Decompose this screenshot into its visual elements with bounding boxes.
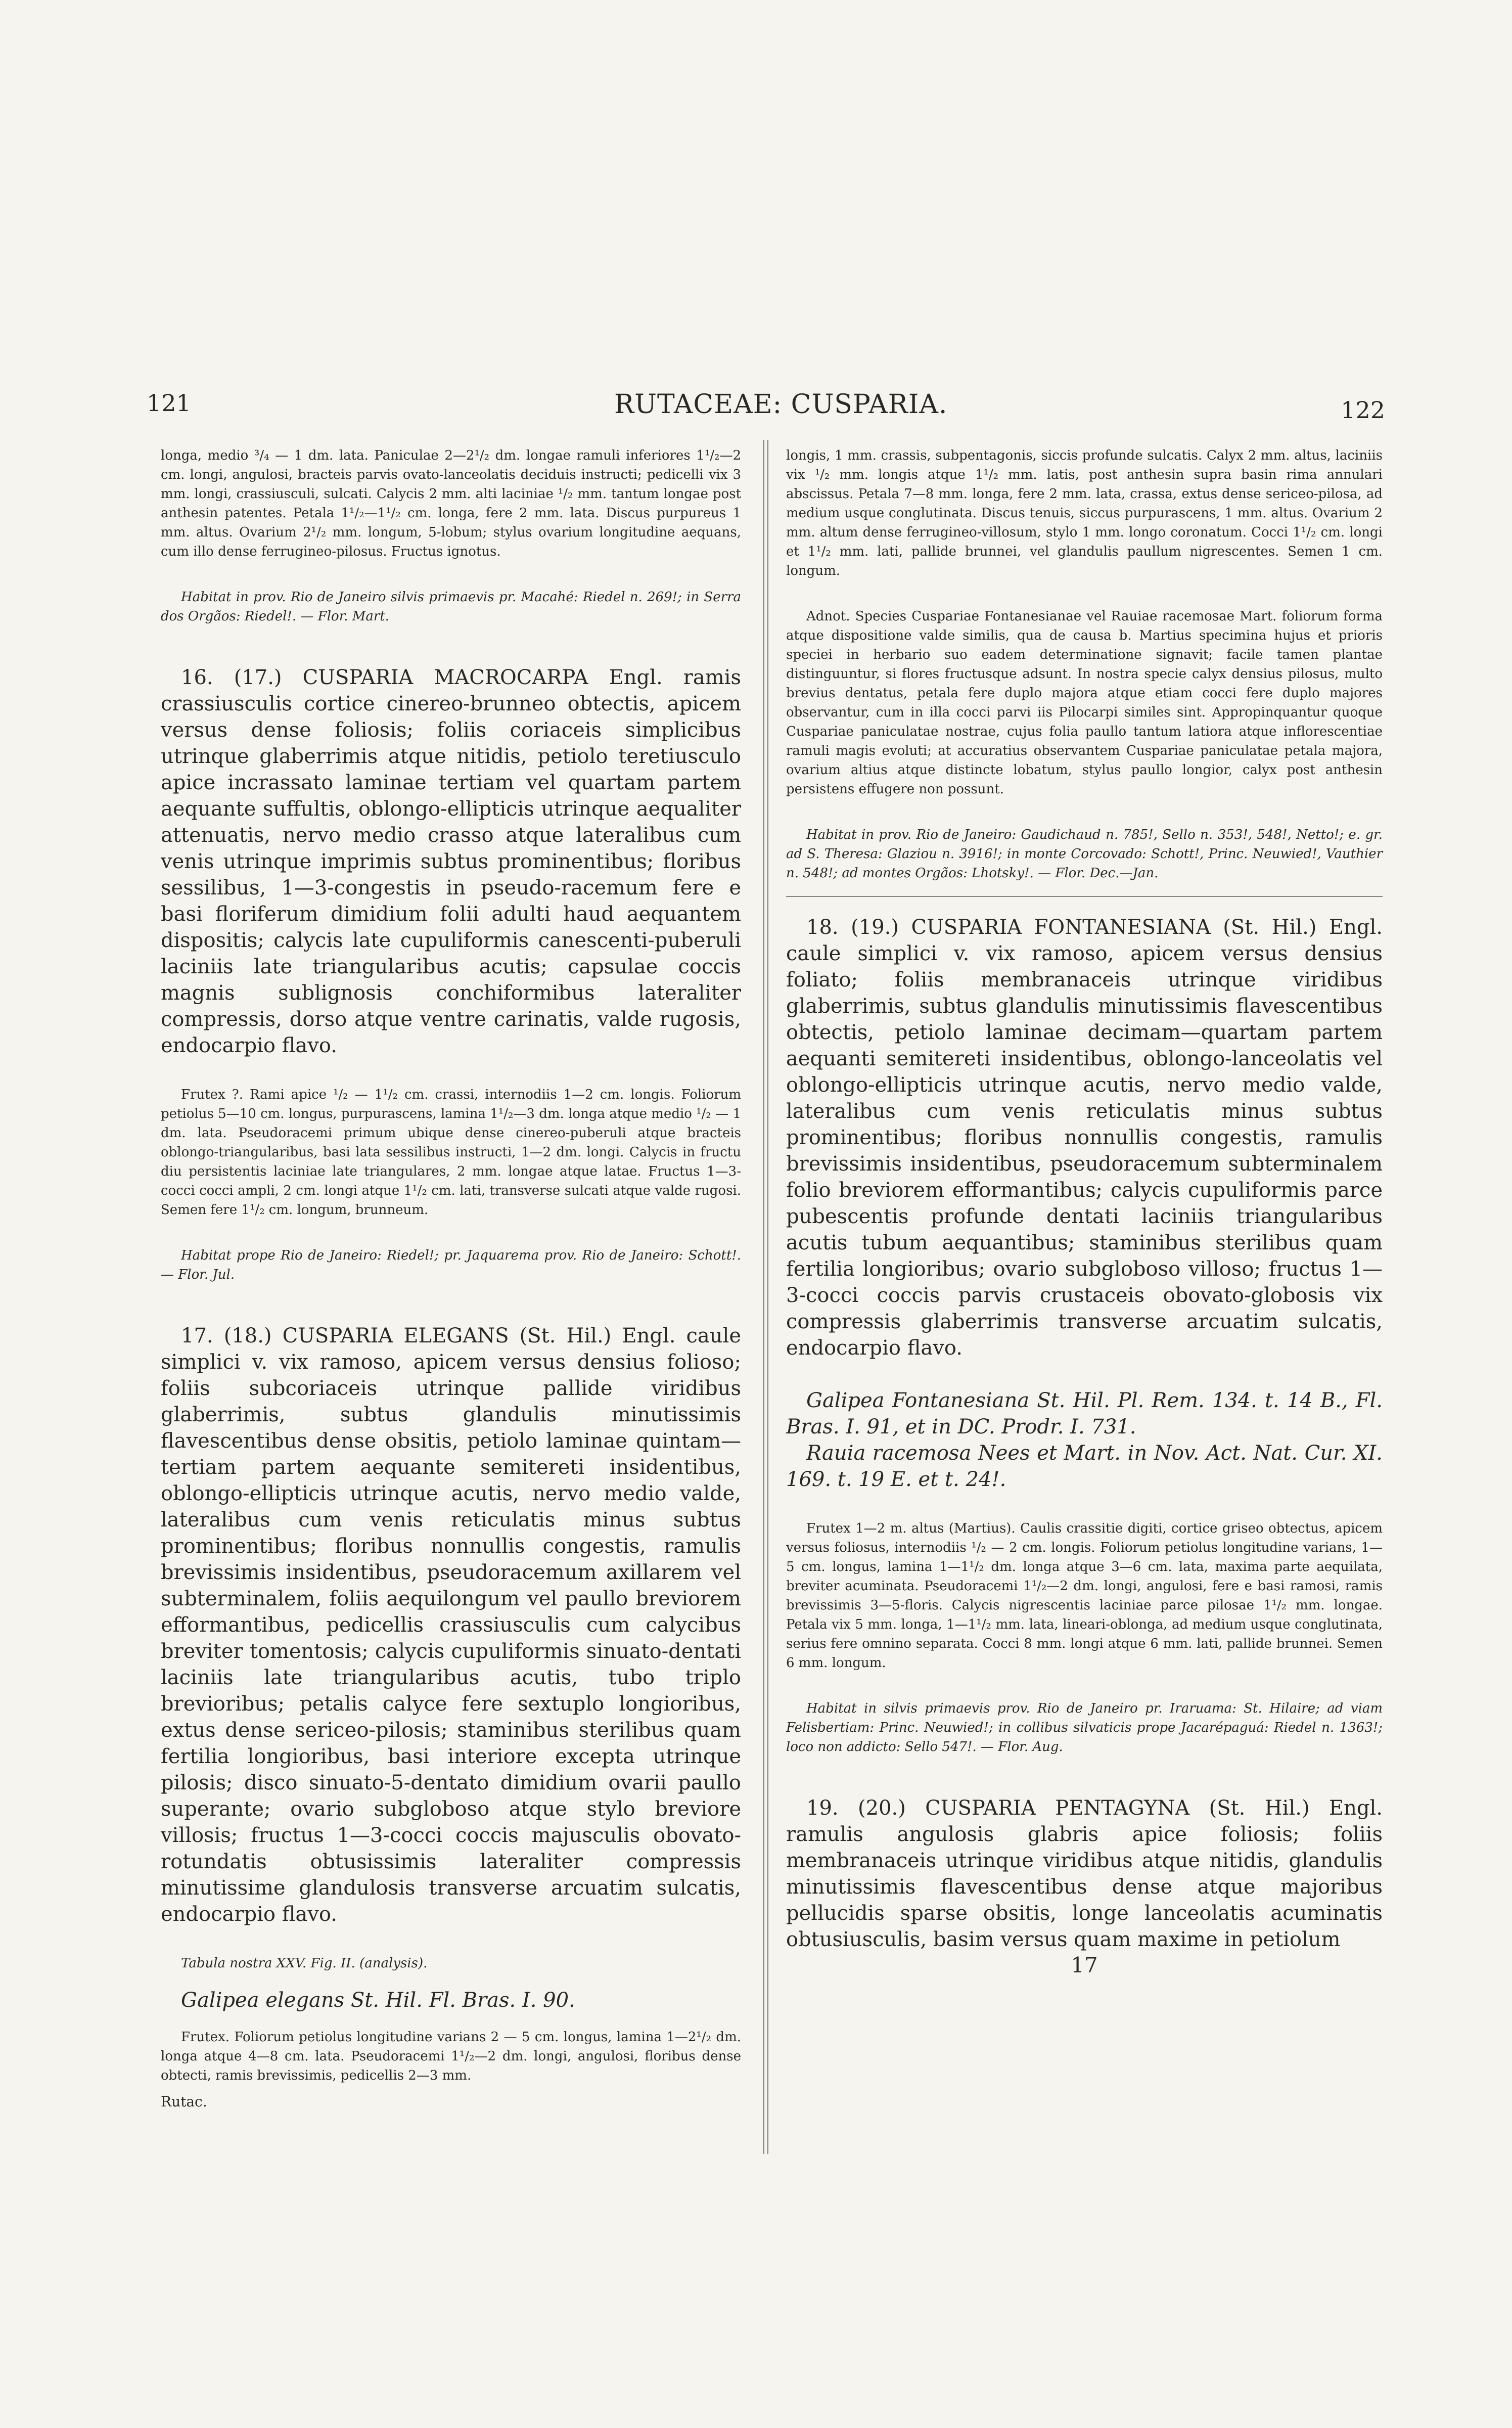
species-17-diagnosis: 17. (18.) CUSPARIA ELEGANS (St. Hil.) Engl. caule simplici v. vix ramoso, apicem versus densius folioso; foliis subcoriaceis utrinque pallide viridibus glaberrimis, subtus glandulis minutissimis flavescentibus dense obsitis, petiolo laminae quintam—tertiam partem aequante semitereti insidentibus, oblongo-ellipticis utrinque acutis, nervo medio valde, lateralibus cum venis reticulatis minus subtus prominentibus; floribus nonnullis congestis, ramulis brevissimis insidentibus, pseudoracemum axillarem vel subterminalem, foliis aequilongum vel paullo breviorem efformantibus, pedicellis crassiusculis cum calycibus breviter tomentosis; calycis cupuliformis sinuato-dentati laciniis late triangularibus acutis, tubo triplo brevioribus; petalis calyce fere sextuplo longioribus, extus dense sericeo-pilosis; staminibus sterilibus quam fertilia longioribus, basi interiore excepta utrinque pilosis; disco sinuato-5-dentato dimidium ovarii paullo superante; ovario subgloboso atque stylo breviore villosis; fructus 1—3-cocci coccis majusculis obovato-rotundatis obtusissimis lateraliter compressis minutissime glandulosis transverse arcuatim sulcatis, endocarpio flavo.	[161, 1324, 741, 1926]
running-title: RUTACEAE: CUSPARIA.	[614, 389, 948, 420]
species-18-habitat: Habitat in silvis primaevis prov. Rio de Janeiro pr. Iraruama: St. Hilaire; ad viam Felisbertiam: Princ. Neuwied!; in collibus silvaticis prope Jacarépaguá: Riedel n. 1363!; loco non addicto: Sello 547!. — Flor. Aug.	[786, 1701, 1383, 1755]
species-16-description: Frutex ?. Rami apice ¹/₂ — 1¹/₂ cm. crassi, internodiis 1—2 cm. longis. Foliorum petiolus 5—10 cm. longus, purpurascens, lamina 1¹/₂—3 dm. longa atque medio ¹/₂ — 1 dm. lata. Pseudoracemi primum ubique dense cinereo-puberuli atque bracteis oblongo-triangularibus, basi lata sessilibus instructi, 1—2 dm. longi. Calycis in fructu diu persistentis laciniae late triangulares, 2 mm. longae atque latae. Fructus 1—3-cocci cocci ampli, 2 cm. longi atque 1¹/₂ cm. lati, transverse sulcati atque valde rugosi. Semen fere 1¹/₂ cm. longum, brunneum.	[161, 1087, 741, 1218]
species-19-diagnosis: 19. (20.) CUSPARIA PENTAGYNA (St. Hil.) Engl. ramulis angulosis glabris apice foliosis; foliis membranaceis utrinque viridibus atque nitidis, glandulis minutissimis flavescentibus dense atque majoribus pellucidis sparse obsitis, longe lanceolatis acuminatis obtusiusculis, basim versus quam maxime in petiolum	[786, 1796, 1383, 1951]
species-17-synonym: Galipea elegans St. Hil. Fl. Bras. I. 90.	[181, 1989, 575, 2012]
species-18-synonym-b: Rauia racemosa Nees et Mart. in Nov. Act. Nat. Cur. XI. 169. t. 19 E. et t. 24!.	[786, 1442, 1383, 1491]
description-continued-right: longis, 1 mm. crassis, subpentagonis, siccis profunde sulcatis. Calyx 2 mm. altus, laciniis vix ¹/₂ mm. longis atque 1¹/₂ mm. latis, post anthesin supra basin rima annulari abscissus. Petala 7—8 mm. longa, fere 2 mm. lata, crassa, extus dense sericeo-pilosa, ad medium usque conglutinata. Discus tenuis, siccus purpurascens, 1 mm. altus. Ovarium 2 mm. altum dense ferrugineo-villosum, stylo 1 mm. longo coronatum. Cocci 1¹/₂ cm. longi et 1¹/₂ mm. lati, pallide brunnei, vel glandulis paullum nigrescentes. Semen 1 cm. longum.	[786, 448, 1383, 578]
species-17-description: Frutex. Foliorum petiolus longitudine varians 2 — 5 cm. longus, lamina 1—2¹/₂ dm. longa atque 4—8 cm. lata. Pseudoracemi 1¹/₂—2 dm. longi, angulosi, floribus dense obtecti, ramis brevissimis, pedicellis 2—3 mm.	[161, 2030, 741, 2083]
habitat-note-right: Habitat in prov. Rio de Janeiro: Gaudichaud n. 785!, Sello n. 353!, 548!, Netto!; e. gr. ad S. Theresa: Glaziou n. 3916!; in monte Corcovado: Schott!, Princ. Neuwied!, Vauthier n. 548!; ad montes Orgãos: Lhotsky!. — Flor. Dec.—Jan.	[786, 827, 1383, 881]
signature-mark: Rutac.	[161, 2093, 207, 2110]
species-16-diagnosis: 16. (17.) CUSPARIA MACROCARPA Engl. ramis crassiusculis cortice cinereo-brunneo obtectis, apicem versus dense foliosis; foliis coriaceis simplicibus utrinque glaberrimis atque nitidis, petiolo teretiusculo apice incrassato laminae tertiam vel quartam partem aequante suffultis, oblongo-ellipticis utrinque aequaliter attenuatis, nervo medio crasso atque lateralibus cum venis utrinque imprimis subtus prominentibus; floribus sessilibus, 1—3-congestis in pseudo-racemum fere e basi floriferum dimidium folii adulti haud aequantem dispositis; calycis late cupuliformis canescenti-puberuli laciniis late triangularibus acutis; capsulae coccis magnis sublignosis conchiformibus lateraliter compressis, dorso atque ventre carinatis, valde rugosis, endocarpio flavo.	[161, 666, 741, 1057]
description-continued: longa, medio ³/₄ — 1 dm. lata. Paniculae 2—2¹/₂ dm. longae ramuli inferiores 1¹/₂—2 cm. longi, angulosi, bracteis parvis ovato-lanceolatis deciduis instructi; pedicelli vix 3 mm. longi, crassiusculi, sulcati. Calycis 2 mm. alti laciniae ¹/₂ mm. tantum longae post anthesin patentes. Petala 1¹/₂—1¹/₂ cm. longa, fere 2 mm. lata. Discus purpureus 1 mm. altus. Ovarium 2¹/₂ mm. longum, 5-lobum; stylus ovarium longitudine aequans, cum illo dense ferrugineo-pilosus. Fructus ignotus.	[161, 448, 741, 559]
column-divider-second	[767, 440, 768, 2154]
column-divider	[763, 440, 764, 2154]
habitat-note: Habitat in prov. Rio de Janeiro silvis primaevis pr. Macahé: Riedel n. 269!; in Serra dos Orgãos: Riedel!. — Flor. Mart.	[161, 590, 741, 624]
page-number-right: 122	[1341, 396, 1385, 424]
adnotation: Adnot. Species Cuspariae Fontanesianae vel Rauiae racemosae Mart. foliorum forma atque dispositione valde similis, qua de causa b. Martius specimina hujus et prioris speciei in herbario suo eadem determinatione signavit; facile tamen plantae distinguuntur, si flores fructusque adsunt. In nostra specie calyx densius pilosus, multo brevius dentatus, petala fere duplo majora atque etiam cocci fere duplo majores observantur, cum in illa cocci parvi iis Pilocarpi similes sint. Appropinquantur quoque Cuspariae paniculatae nostrae, cujus folia paullo tantum latiora atque inflorescentiae ramuli magis evoluti; at accuratius observantem Cuspariae paniculatae petala majora, ovarium altius atque distincte lobatum, stylus paullo longior, calyx post anthesin persistens effugere non possunt.	[786, 609, 1383, 797]
species-18-description: Frutex 1—2 m. altus (Martius). Caulis crassitie digiti, cortice griseo obtectus, apicem versus foliosus, internodiis ¹/₂ — 2 cm. longis. Foliorum petiolus longitudine varians, 1—5 cm. longus, lamina 1—1¹/₂ dm. longa atque 3—6 cm. lata, maxima parte aequilata, breviter acuminata. Pseudoracemi 1¹/₂—2 dm. longi, angulosi, fere e basi ramosi, ramis brevissimis 3—5-floris. Calycis nigrescentis laciniae parce pilosae 1¹/₂ mm. longae. Petala vix 5 mm. longa, 1—1¹/₂ mm. lata, lineari-oblonga, ad medium usque conglutinata, serius fere omnino separata. Cocci 8 mm. longi atque 6 mm. lati, pallide brunnei. Semen 6 mm. longum.	[786, 1521, 1383, 1671]
species-16-habitat: Habitat prope Rio de Janeiro: Riedel!; pr. Jaquarema prov. Rio de Janeiro: Schott!. — Flor. Jul.	[161, 1248, 741, 1282]
species-18-diagnosis: 18. (19.) CUSPARIA FONTANESIANA (St. Hil.) Engl. caule simplici v. vix ramoso, apicem versus densius foliato; foliis membranaceis utrinque viridibus glaberrimis, subtus glandulis minutissimis flavescentibus obtectis, petiolo laminae decimam—quartam partem aequanti semitereti insidentibus, oblongo-lanceolatis vel oblongo-ellipticis utrinque acutis, nervo medio valde, lateralibus cum venis reticulatis minus subtus prominentibus; floribus nonnullis congestis, ramulis brevissimis insidentibus, pseudoracemum subterminalem folio breviorem efformantibus; calycis cupuliformis parce pubescentis profunde dentati laciniis triangularibus acutis tubum aequantibus; staminibus sterilibus quam fertilia longioribus; ovario subgloboso villoso; fructus 1—3-cocci coccis parvis crustaceis obovato-globosis vix compressis glaberrimis transverse arcuatim sulcatis, endocarpio flavo.	[786, 916, 1383, 1360]
section-rule	[786, 896, 1383, 897]
running-header	[142, 389, 1385, 430]
species-17-plate: Tabula nostra XXV. Fig. II. (analysis).	[181, 1956, 428, 1971]
page-number-left: 121	[147, 389, 191, 417]
right-column	[786, 446, 1383, 1977]
sheet-signature: 17	[1071, 1953, 1098, 1977]
left-column	[161, 446, 741, 2110]
species-18-synonym-a: Galipea Fontanesiana St. Hil. Pl. Rem. 134. t. 14 B., Fl. Bras. I. 91, et in DC. Prodr. I. 731.	[786, 1389, 1383, 1438]
